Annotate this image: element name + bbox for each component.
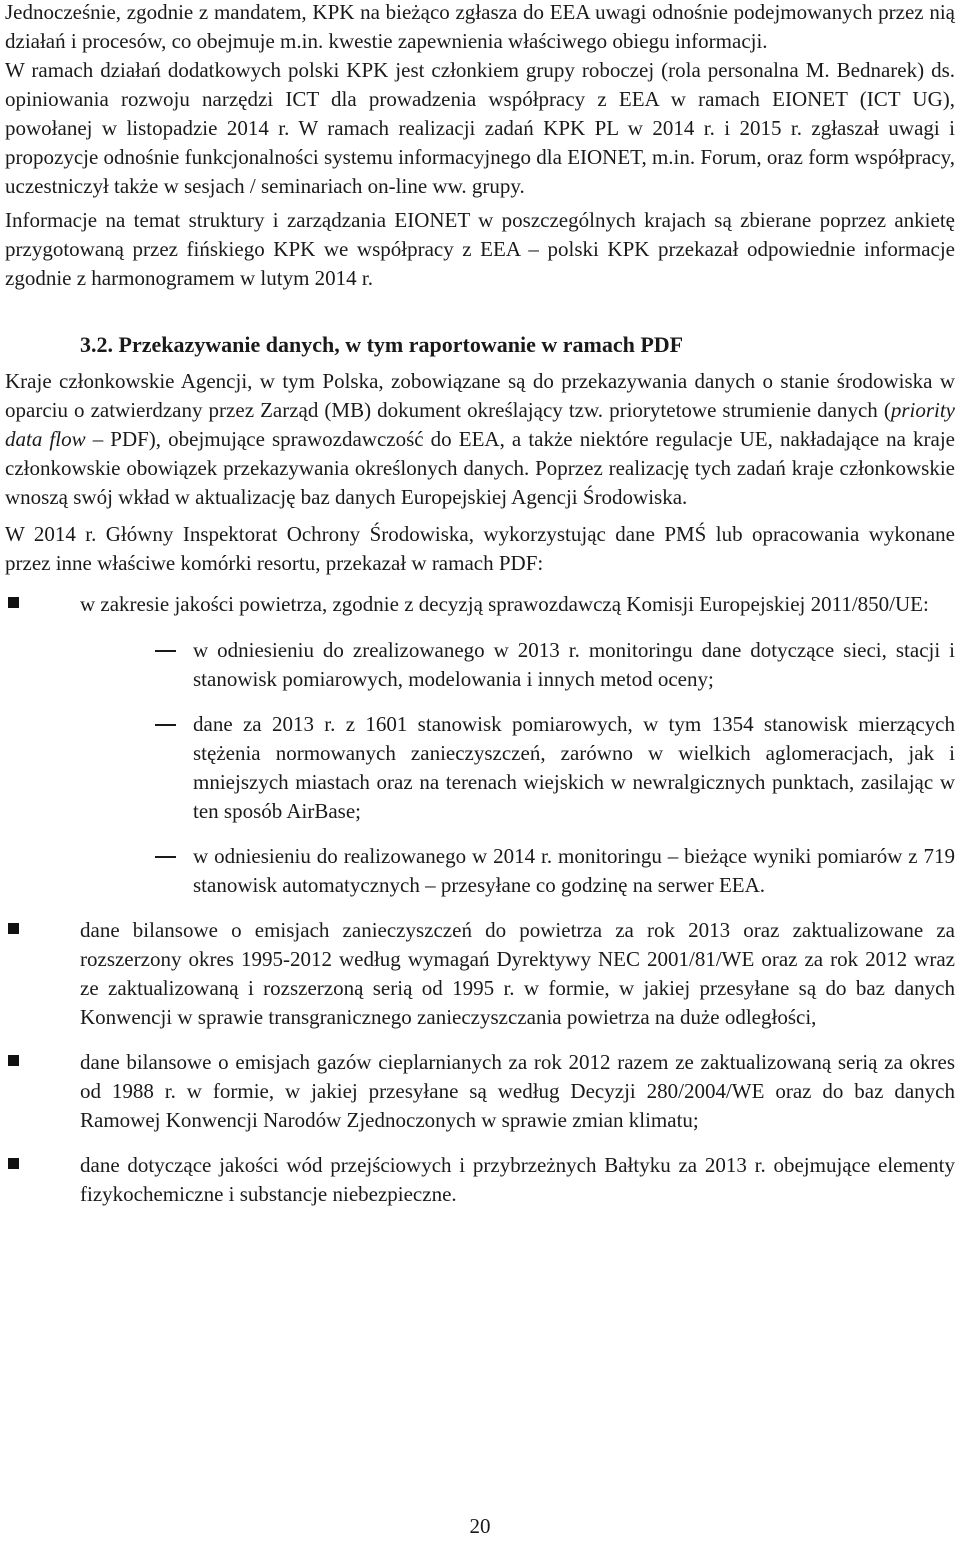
square-bullet-icon — [8, 923, 19, 934]
square-bullet-icon — [8, 597, 19, 608]
paragraph-gios-2014: W 2014 r. Główny Inspektorat Ochrony Środowiska, wykorzystując dane PMŚ lub opracowania wykonane przez inne właściwe komórki resortu, przekazał w ramach PDF: — [5, 522, 955, 575]
priority-data-flow-term: priority data flow — [5, 398, 955, 451]
list-item — [5, 916, 955, 1032]
list-item — [5, 590, 955, 900]
paragraph-member-states-part1: Kraje członkowskie Agencji, w tym Polska, zobowiązane są do przekazywania danych o stanie środowiska w oparciu o zatwierdzany przez Zarząd (MB) dokument określający tzw. priorytetowe strumienie danych ( — [5, 369, 955, 422]
sublist-item — [80, 710, 955, 826]
paragraph-member-states-part2: – PDF), obejmujące sprawozdawczość do EEA, a także niektóre regulacje UE, nakładające na kraje członkowskie obowiązek przekazywania określonych danych. Poprzez realizację tych zadań kraje członkowskie wnoszą swój wkład w aktualizację baz danych Europejskiej Agencji Środowiska. — [5, 427, 956, 509]
section-heading: 3.2. Przekazywanie danych, w tym raportowanie w ramach PDF — [80, 332, 684, 357]
dash-bullet-icon — [155, 856, 176, 858]
paragraph-ict-working-group: W ramach działań dodatkowych polski KPK jest członkiem grupy roboczej (rola personalna M. Bednarek) ds. opiniowania rozwoju narzędzi ICT dla prowadzenia współpracy z EEA w ramach EIONET (ICT UG), powołanej w listopadzie 2014 r. W ramach realizacji zadań KPK PL w 2014 r. i 2015 r. zgłaszał uwagi i propozycje odnośnie funkcjonalności systemu informacyjnego dla EIONET, m.in. Forum, oraz form współpracy, uczestniczył także w sesjach / seminariach on-line ww. grupy. — [5, 58, 956, 198]
document-page — [5, 0, 955, 1225]
dash-bullet-icon — [155, 724, 176, 726]
dash-bullet-icon — [155, 650, 176, 652]
sublist-item-text: dane za 2013 r. z 1601 stanowisk pomiarowych, w tym 1354 stanowisk mierzących stężenia normowanych zanieczyszczeń, zarówno w wielkich aglomeracjach, jak i mniejszych miastach oraz na terenach wiejskich w newralgicznych punktach, zasilając w ten sposób AirBase; — [193, 712, 955, 823]
list-item-text: dane bilansowe o emisjach zanieczyszczeń do powietrza za rok 2013 oraz zaktualizowane za rozszerzony okres 1995-2012 według wymagań Dyrektywy NEC 2001/81/WE oraz za rok 2012 wraz ze zaktualizowaną i rozszerzoną serią od 1995 r. w formie, w jakiej przesyłane są do baz danych Konwencji w sprawie transgranicznego zanieczyszczania powietrza na duże odległości, — [80, 918, 955, 1029]
list-item — [5, 1151, 955, 1209]
sublist-item-text: w odniesieniu do zrealizowanego w 2013 r. monitoringu dane dotyczące sieci, stacji i stanowisk pomiarowych, modelowania i innych metod oceny; — [193, 638, 955, 691]
pdf-bullet-list — [5, 590, 955, 1209]
paragraph-member-states — [5, 367, 955, 512]
sublist-item-text: w odniesieniu do realizowanego w 2014 r. monitoringu – bieżące wyniki pomiarów z 719 stanowisk automatycznych – przesyłane co godzinę na serwer EEA. — [193, 844, 955, 897]
list-item-text: dane dotyczące jakości wód przejściowych i przybrzeżnych Bałtyku za 2013 r. obejmujące elementy fizykochemiczne i substancje niebezpieczne. — [80, 1153, 955, 1206]
paragraph-mandate: Jednocześnie, zgodnie z mandatem, KPK na bieżąco zgłasza do EEA uwagi odnośnie podejmowanych przez nią działań i procesów, co obejmuje m.in. kwestie zapewnienia właściwego obiegu informacji. — [5, 0, 955, 53]
air-quality-sublist — [80, 636, 955, 900]
sublist-item — [80, 842, 955, 900]
list-item — [5, 1048, 955, 1135]
list-item-text: w zakresie jakości powietrza, zgodnie z decyzją sprawozdawczą Komisji Europejskiej 2011/850/UE: — [80, 592, 929, 616]
sublist-item — [80, 636, 955, 694]
list-item-text: dane bilansowe o emisjach gazów cieplarnianych za rok 2012 razem ze zaktualizowaną serią za okres od 1988 r. w formie, w jakiej przesyłane są według Decyzji 280/2004/WE oraz do baz danych Ramowej Konwencji Narodów Zjednoczonych w sprawie zmian klimatu; — [80, 1050, 955, 1132]
square-bullet-icon — [8, 1055, 19, 1066]
paragraph-eionet-survey: Informacje na temat struktury i zarządzania EIONET w poszczególnych krajach są zbierane poprzez ankietę przygotowaną przez fińskiego KPK we współpracy z EEA – polski KPK przekazał odpowiednie informacje zgodnie z harmonogramem w lutym 2014 r. — [5, 208, 955, 290]
page-number: 20 — [469, 1514, 491, 1538]
square-bullet-icon — [8, 1158, 19, 1169]
